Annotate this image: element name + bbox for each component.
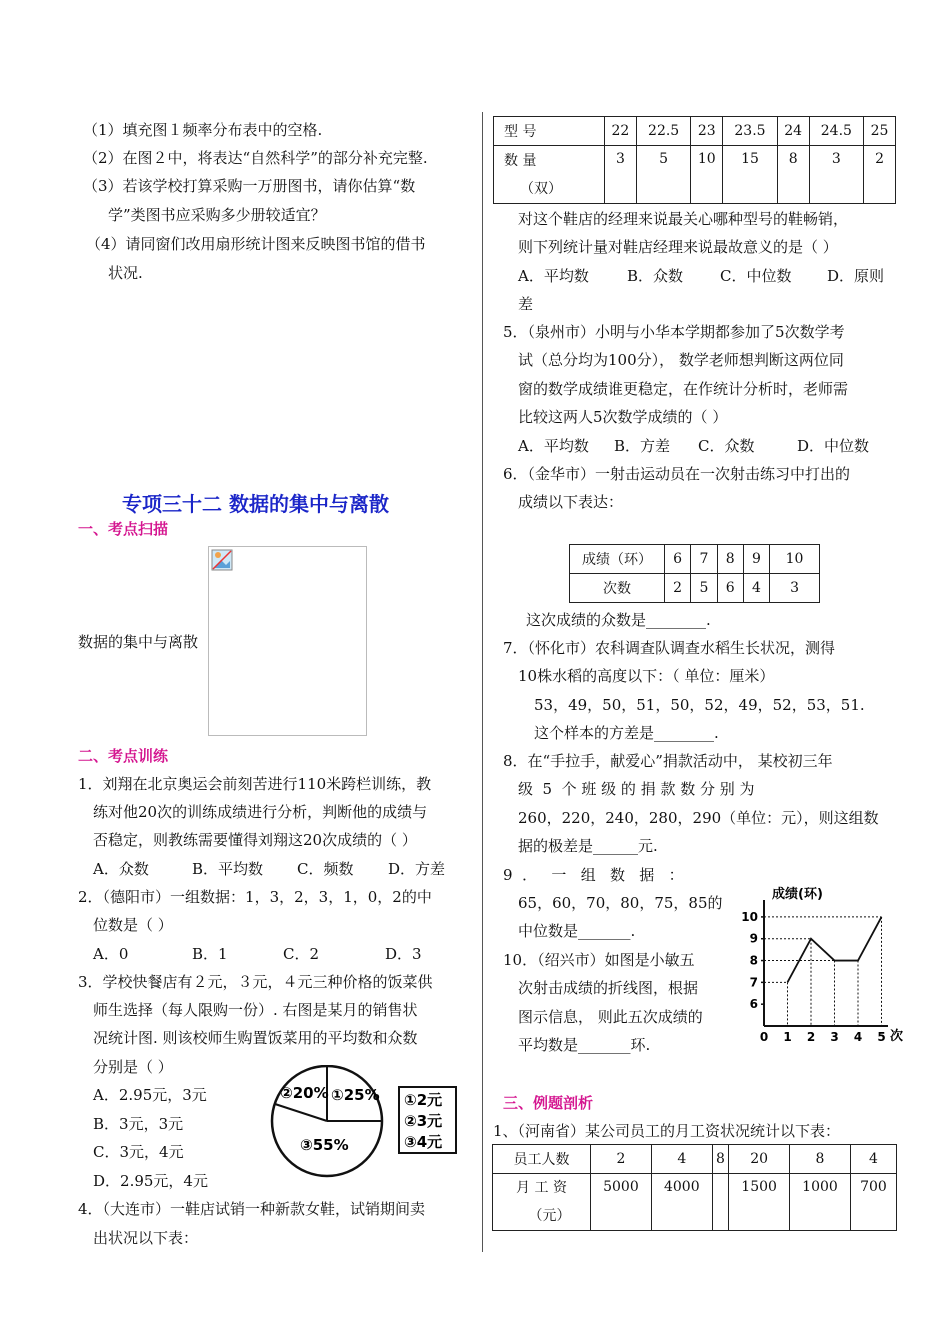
shoe-size: 24 — [777, 117, 809, 146]
wage-count: 2 — [591, 1145, 652, 1174]
shoe-size: 23 — [691, 117, 723, 146]
q4-option-d: D．原则 — [827, 267, 885, 285]
q-line-1: （1）填充图１频率分布表中的空格. — [83, 121, 323, 139]
p3-line-2: 师生选择（每人限购一份）. 右图是某月的销售状 — [93, 1001, 418, 1019]
shoe-count: 15 — [723, 146, 777, 204]
line-chart — [738, 880, 908, 1050]
p2-line-1: 2．（德阳市）一组数据：1，3，2，3，1，0，2的中 — [78, 888, 432, 906]
p2-option-b: B．1 — [192, 945, 228, 963]
q10-line-3: 图示信息， 则此五次成绩的 — [518, 1008, 703, 1026]
q8-line-3: 260，220，240，280，290（单位：元），则这组数 — [518, 809, 879, 827]
wage-count: 4 — [651, 1145, 712, 1174]
q4-option-a: A．平均数 — [518, 267, 589, 285]
q5-line-2: 试（总分均为100分）， 数学老师想判断这两位同 — [518, 351, 844, 369]
y-tick-label: 10 — [741, 909, 758, 924]
p1-line-3: 否稳定，则教练需要懂得刘翔这20次成绩的（ ） — [93, 831, 417, 849]
p3-line-1: 3．学校快餐店有２元，３元，４元三种价格的饭菜供 — [78, 973, 433, 991]
shoe-count: 2 — [864, 146, 896, 204]
q4-tail: 差 — [518, 295, 534, 313]
q4-line-2: 则下列统计量对鞋店经理来说最故意义的是（ ） — [518, 238, 838, 256]
p1-option-a: A．众数 — [93, 860, 149, 878]
shoe-count: 5 — [636, 146, 690, 204]
y-tick-label: 7 — [749, 975, 758, 990]
count-value: 3 — [770, 574, 820, 603]
wage-amount: 1500 — [729, 1174, 790, 1231]
q7-line-1: 7．（怀化市）农科调查队调查水稻生长状况，测得 — [503, 639, 836, 657]
diagram-placeholder — [208, 546, 367, 736]
p1-option-c: C．频数 — [297, 860, 354, 878]
q10-line-4: 平均数是_______环. — [518, 1036, 651, 1054]
p1-line-1: 1．刘翔在北京奥运会前刻苦进行110米跨栏训练，教 — [78, 775, 432, 793]
q4-option-c: C．中位数 — [720, 267, 792, 285]
p3-option-b: B．3元，3元 — [93, 1115, 184, 1133]
column-divider — [482, 112, 483, 1252]
p2-option-d: D．3 — [385, 945, 422, 963]
p1-option-d: D．方差 — [388, 860, 446, 878]
pie-legend-2: ②3元 — [404, 1112, 443, 1130]
section-heading-2: 二、考点训练 — [78, 747, 169, 765]
wage-amount — [712, 1174, 728, 1231]
shoe-size: 25 — [864, 117, 896, 146]
q8-line-2: 级 5 个 班 级 的 捐 款 数 分 别 为 — [518, 780, 755, 798]
q9-line-3: 中位数是_______. — [518, 922, 636, 940]
x-tick-label: 1 — [783, 1030, 792, 1044]
shoe-count-header-a: 数 量 — [504, 152, 537, 169]
q6-line-2: 成绩以下表达： — [518, 493, 624, 511]
score-value: 10 — [770, 545, 820, 574]
q5-option-d: D．中位数 — [797, 437, 870, 455]
p2-option-c: C．2 — [283, 945, 320, 963]
wage-amount: 4000 — [651, 1174, 712, 1231]
wage-amount-header — [493, 1174, 591, 1231]
x-tick-label: 5 — [877, 1030, 886, 1044]
p3-option-c: C．3元，4元 — [93, 1143, 184, 1161]
x-tick-label: 3 — [830, 1030, 839, 1044]
p3-option-d: D．2.95元，4元 — [93, 1172, 208, 1190]
page-title: 专项三十二 数据的集中与离散 — [122, 492, 389, 516]
shoe-count: 10 — [691, 146, 723, 204]
p3-line-4: 分别是（ ） — [93, 1058, 173, 1076]
wage-count-header: 员工人数 — [493, 1145, 591, 1174]
p3-option-a: A．2.95元，3元 — [93, 1086, 207, 1104]
q5-option-c: C．众数 — [698, 437, 755, 455]
shoe-table — [493, 116, 896, 204]
q-line-5: （4）请同窗们改用扇形统计图来反映图书馆的借书 — [86, 235, 426, 253]
y-tick-label: 9 — [749, 931, 758, 946]
wage-amount: 1000 — [790, 1174, 851, 1231]
p4-line-1: 4．（大连市）一鞋店试销一种新款女鞋，试销期间卖 — [78, 1200, 426, 1218]
q5-line-3: 窗的数学成绩谁更稳定，在作统计分析时，老师需 — [518, 380, 849, 398]
score-value: 6 — [665, 545, 691, 574]
count-header: 次数 — [570, 574, 665, 603]
wage-amount: 700 — [850, 1174, 896, 1231]
score-value: 7 — [691, 545, 717, 574]
p1-option-b: B．平均数 — [192, 860, 264, 878]
shoe-table-row-size — [494, 117, 896, 146]
count-value: 6 — [717, 574, 743, 603]
q5-option-a: A．平均数 — [518, 437, 589, 455]
shoe-size: 22 — [605, 117, 637, 146]
q7-line-3: 53，49，50，51，50，52，49，52，53，51. — [534, 696, 865, 714]
wage-table — [492, 1144, 897, 1231]
q6-tail: 这次成绩的众数是________. — [526, 611, 711, 629]
count-value: 2 — [665, 574, 691, 603]
score-value: 9 — [743, 545, 769, 574]
count-value: 4 — [743, 574, 769, 603]
section-heading-3: 三、例题剖析 — [503, 1094, 594, 1112]
count-value: 5 — [691, 574, 717, 603]
y-tick-label: 8 — [749, 953, 758, 968]
shoe-count: 3 — [605, 146, 637, 204]
pie-slice-3-label: ③55% — [300, 1136, 349, 1154]
score-header: 成绩（环） — [570, 545, 665, 574]
pie-chart — [260, 1065, 460, 1185]
p3-line-3: 况统计图. 则该校师生购置饭菜用的平均数和众数 — [93, 1029, 418, 1047]
pie-legend-3: ③4元 — [404, 1133, 443, 1151]
q8-line-4: 据的极差是______元. — [518, 837, 658, 855]
x-tick-label: 2 — [806, 1030, 816, 1044]
q10-line-2: 次射击成绩的折线图，根据 — [518, 979, 699, 997]
pie-slice-1-label: ①25% — [331, 1086, 380, 1104]
q9-line-1: 9 ． 一 组 数 据 ： — [503, 866, 684, 884]
shoe-count-header — [494, 146, 605, 204]
shoe-size: 23.5 — [723, 117, 777, 146]
wage-amount-header-a: 月 工 资 — [516, 1180, 567, 1196]
shoe-count: 8 — [777, 146, 809, 204]
q8-line-1: 8．在“手拉手，献爱心”捐款活动中， 某校初三年 — [503, 752, 833, 770]
p2-option-a: A．0 — [93, 945, 129, 963]
p4-line-2: 出状况以下表： — [93, 1229, 199, 1247]
q9-line-2: 65，60，70，80，75，85的 — [518, 894, 723, 912]
x-tick-label: 4 — [853, 1030, 863, 1044]
diagram-label: 数据的集中与离散 — [78, 633, 199, 651]
shoe-size: 22.5 — [636, 117, 690, 146]
broken-image-icon — [211, 549, 233, 571]
wage-amount-header-b: （元） — [528, 1208, 571, 1224]
x-tick-label: 0 — [759, 1030, 769, 1044]
q5-option-b: B．方差 — [614, 437, 671, 455]
q7-line-4: 这个样本的方差是________. — [534, 724, 719, 742]
pie-legend-1: ①2元 — [404, 1091, 443, 1109]
wage-amount: 5000 — [591, 1174, 652, 1231]
q4-option-b: B．众数 — [627, 267, 684, 285]
score-table — [569, 544, 820, 603]
wage-count: 4 — [850, 1145, 896, 1174]
q4-line-1: 对这个鞋店的经理来说最关心哪种型号的鞋畅销， — [518, 210, 849, 228]
q-line-6: 状况. — [108, 264, 143, 282]
pie-slice-2-label: ②20% — [280, 1084, 329, 1102]
q-line-3: （3）若该学校打算采购一万册图书，请你估算“数 — [83, 177, 416, 195]
section-heading-1: 一、考点扫描 — [78, 520, 169, 538]
line-chart-title: 成绩(环) — [772, 887, 823, 902]
q5-line-4: 比较这两人5次数学成绩的（ ） — [518, 408, 728, 426]
shoe-size: 24.5 — [809, 117, 863, 146]
wage-count: 8 — [712, 1145, 728, 1174]
y-tick-label: 6 — [749, 997, 758, 1012]
wage-count: 8 — [790, 1145, 851, 1174]
line-chart-xlabel: 次 — [890, 1029, 904, 1044]
p1-line-2: 练对他20次的训练成绩进行分析，判断他的成绩与 — [93, 803, 428, 821]
q10-line-1: 10．（绍兴市）如图是小敏五 — [503, 951, 695, 969]
q6-line-1: 6．（金华市）一射击运动员在一次射击练习中打出的 — [503, 465, 851, 483]
q-line-2: （2）在图２中，将表达“自然科学”的部分补充完整. — [83, 149, 428, 167]
q-line-4: 学”类图书应采购多少册较适宜？ — [108, 206, 326, 224]
q5-line-1: 5．（泉州市）小明与小华本学期都参加了5次数学考 — [503, 323, 845, 341]
shoe-count-header-b: （双） — [520, 180, 562, 197]
score-value: 8 — [717, 545, 743, 574]
q7-line-2: 10株水稻的高度以下：（ 单位：厘米） — [518, 667, 775, 685]
shoe-size-header: 型 号 — [494, 117, 605, 146]
p2-line-2: 位数是（ ） — [93, 916, 173, 934]
shoe-table-row-count — [494, 146, 896, 204]
example-1-text: 1、（河南省）某公司员工的月工资状况统计以下表： — [493, 1122, 841, 1140]
shoe-count: 3 — [809, 146, 863, 204]
wage-count: 20 — [729, 1145, 790, 1174]
